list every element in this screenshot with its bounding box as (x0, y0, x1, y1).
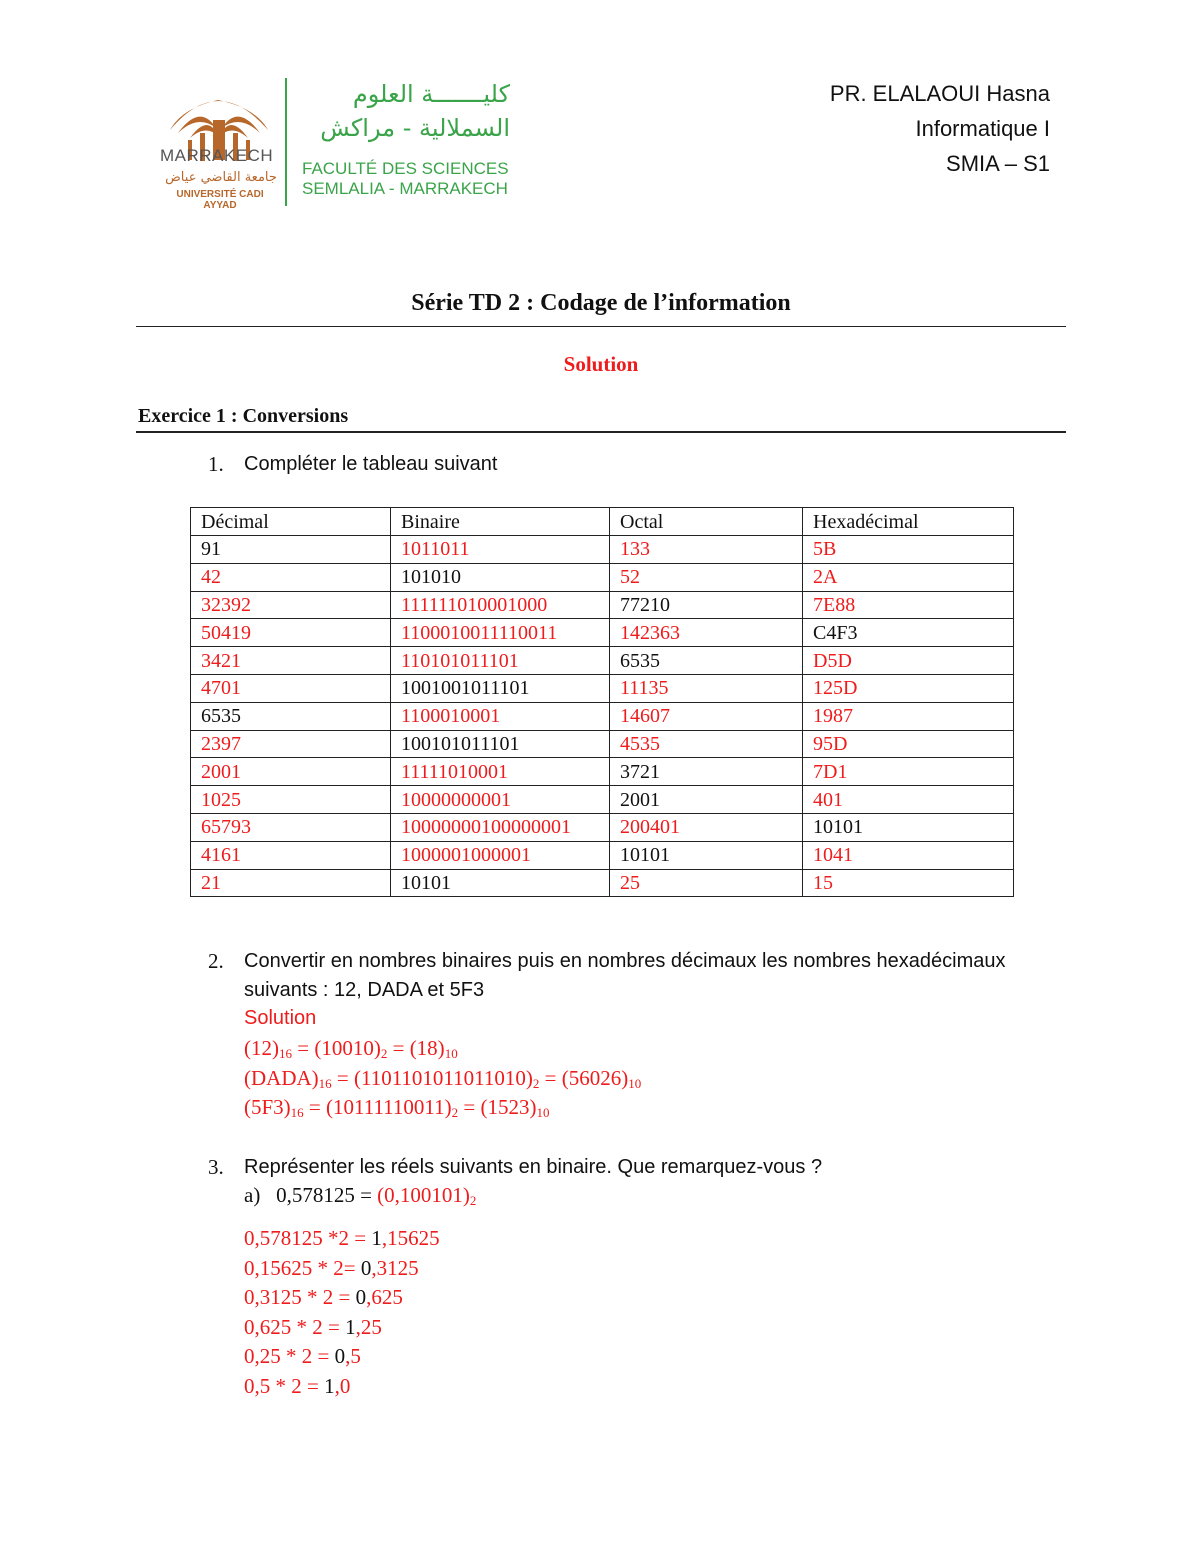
table-cell-solution: 200401 (610, 813, 803, 841)
logo-divider (285, 78, 287, 206)
logo-city: MARRAKECH (160, 146, 274, 165)
table-row (191, 591, 1014, 619)
multiplication-step: 0,15625 * 2= 0,3125 (244, 1255, 419, 1280)
table-cell-solution: 11135 (610, 674, 803, 702)
table-cell-solution: 52 (610, 563, 803, 591)
faculty-logo (160, 78, 520, 213)
table-cell-solution: 4701 (191, 674, 391, 702)
table-header-cell: Octal (610, 508, 803, 536)
conversion-line: $(12)_{16} = (10010)_2 = (18)_{10}$ (244, 1036, 458, 1061)
logo-faculty-ar-2: السملالية - مراكش (320, 114, 510, 142)
logo-faculty-fr-2: SEMLALIA - MARRAKECH (302, 179, 508, 198)
conversion-line: $(5F3)_{16} = (10111110011)_2 = (1523)_{10}$ (244, 1095, 550, 1120)
table-row (191, 841, 1014, 869)
table-cell-solution: 42 (191, 563, 391, 591)
question-2-text-line2: suivants : 12, DADA et 5F3 (244, 979, 485, 1001)
question-3-text: Représenter les réels suivants en binaire. Que remarquez-vous ? (244, 1156, 823, 1178)
table-row (191, 869, 1014, 897)
table-row (191, 786, 1014, 814)
table-row (191, 813, 1014, 841)
question-2-number: 2. (208, 949, 224, 973)
table-cell-solution: 50419 (191, 619, 391, 647)
table-cell-solution: 3421 (191, 647, 391, 675)
table-cell-solution: 10000000001 (391, 786, 610, 814)
question-2-text-line1: Convertir en nombres binaires puis en nombres décimaux les nombres hexadécimaux (244, 950, 1006, 972)
question-3a-answer: $(0,100101)_2$ (377, 1183, 477, 1208)
logo-faculty-ar-1: كليـــــــة العلوم (352, 80, 510, 108)
question-3a-value: 0,578125 = (276, 1183, 372, 1207)
solution-heading: Solution (563, 352, 639, 376)
logo-university-fr: UNIVERSITÉ CADI AYYAD (176, 189, 264, 211)
table-cell-solution: 5B (803, 536, 1014, 564)
table-cell-solution: 1011011 (391, 536, 610, 564)
table-cell-given: 100101011101 (391, 730, 610, 758)
table-cell-given: 10101 (391, 869, 610, 897)
table-cell-solution: 1987 (803, 702, 1014, 730)
table-header-cell: Décimal (191, 508, 391, 536)
table-cell-solution: 2397 (191, 730, 391, 758)
logo-university-ar: جامعة القاضي عياض (165, 170, 277, 185)
table-cell-solution: 142363 (610, 619, 803, 647)
page-title: Série TD 2 : Codage de l’information (411, 290, 791, 316)
table-cell-given: 10101 (610, 841, 803, 869)
table-row (191, 619, 1014, 647)
table-cell-given: 6535 (610, 647, 803, 675)
multiplication-step: 0,625 * 2 = 1,25 (244, 1314, 382, 1339)
table-cell-solution: 4161 (191, 841, 391, 869)
table-cell-solution: 1025 (191, 786, 391, 814)
table-cell-given: 10101 (803, 813, 1014, 841)
header-info (830, 76, 1050, 181)
table-cell-given: 91 (191, 536, 391, 564)
table-cell-given: 77210 (610, 591, 803, 619)
table-cell-given: 6535 (191, 702, 391, 730)
table-row (191, 758, 1014, 786)
table-cell-solution: 401 (803, 786, 1014, 814)
logo-faculty-fr-1: FACULTÉ DES SCIENCES (302, 159, 509, 178)
table-cell-solution: 21 (191, 869, 391, 897)
multiplication-step: 0,5 * 2 = 1,0 (244, 1373, 351, 1398)
question-3-number: 3. (208, 1155, 224, 1179)
question-3a (244, 1181, 476, 1215)
multiplication-step: 0,3125 * 2 = 0,625 (244, 1285, 403, 1309)
table-cell-solution: 10000000100000001 (391, 813, 610, 841)
table-cell-solution: 4535 (610, 730, 803, 758)
table-cell-solution: 1100010011110011 (391, 619, 610, 647)
conversion-table (190, 507, 1014, 897)
table-cell-solution: 111111010001000 (391, 591, 610, 619)
table-cell-solution: 133 (610, 536, 803, 564)
table-row (191, 674, 1014, 702)
course-name: Informatique I (915, 116, 1050, 141)
course-level: SMIA – S1 (946, 151, 1050, 176)
table-cell-given: C4F3 (803, 619, 1014, 647)
question-1-number: 1. (208, 452, 224, 476)
table-header-cell: Hexadécimal (803, 508, 1014, 536)
table-cell-solution: 110101011101 (391, 647, 610, 675)
author-name: PR. ELALAOUI Hasna (829, 81, 1050, 106)
table-header-cell: Binaire (391, 508, 610, 536)
table-cell-given: 2001 (610, 786, 803, 814)
title-divider (136, 326, 1066, 327)
question-1-text: Compléter le tableau suivant (244, 453, 498, 475)
table-cell-solution: 7E88 (803, 591, 1014, 619)
table-cell-solution: 1041 (803, 841, 1014, 869)
table-row (191, 730, 1014, 758)
table-cell-solution: 11111010001 (391, 758, 610, 786)
multiplication-step: 0,578125 *2 = 1,15625 (244, 1226, 440, 1250)
table-cell-solution: 25 (610, 869, 803, 897)
table-row (191, 563, 1014, 591)
multiplication-step: 0,25 * 2 = 0,5 (244, 1344, 361, 1368)
table-cell-given: 1001001011101 (391, 674, 610, 702)
question-3a-label: a) (244, 1183, 261, 1207)
conversion-line: $(DADA)_{16} = (1101101011011010)_2 = (56026)_{10}$ (244, 1065, 642, 1091)
question-2-solution-label: Solution (244, 1007, 317, 1029)
exercise-heading: Exercice 1 : Conversions (138, 405, 349, 427)
table-cell-solution: 125D (803, 674, 1014, 702)
table-cell-solution: 2A (803, 563, 1014, 591)
table-cell-given: 101010 (391, 563, 610, 591)
table-cell-solution: 7D1 (803, 758, 1014, 786)
table-cell-given: 3721 (610, 758, 803, 786)
table-cell-solution: 65793 (191, 813, 391, 841)
table-cell-solution: D5D (803, 647, 1014, 675)
table-cell-solution: 14607 (610, 702, 803, 730)
table-cell-solution: 15 (803, 869, 1014, 897)
table-row (191, 536, 1014, 564)
table-row (191, 647, 1014, 675)
table-cell-solution: 2001 (191, 758, 391, 786)
table-cell-solution: 1000001000001 (391, 841, 610, 869)
table-cell-solution: 1100010001 (391, 702, 610, 730)
table-cell-solution: 95D (803, 730, 1014, 758)
table-cell-solution: 32392 (191, 591, 391, 619)
table-row (191, 702, 1014, 730)
exercise-divider (136, 431, 1066, 433)
table-header-row (191, 508, 1014, 536)
